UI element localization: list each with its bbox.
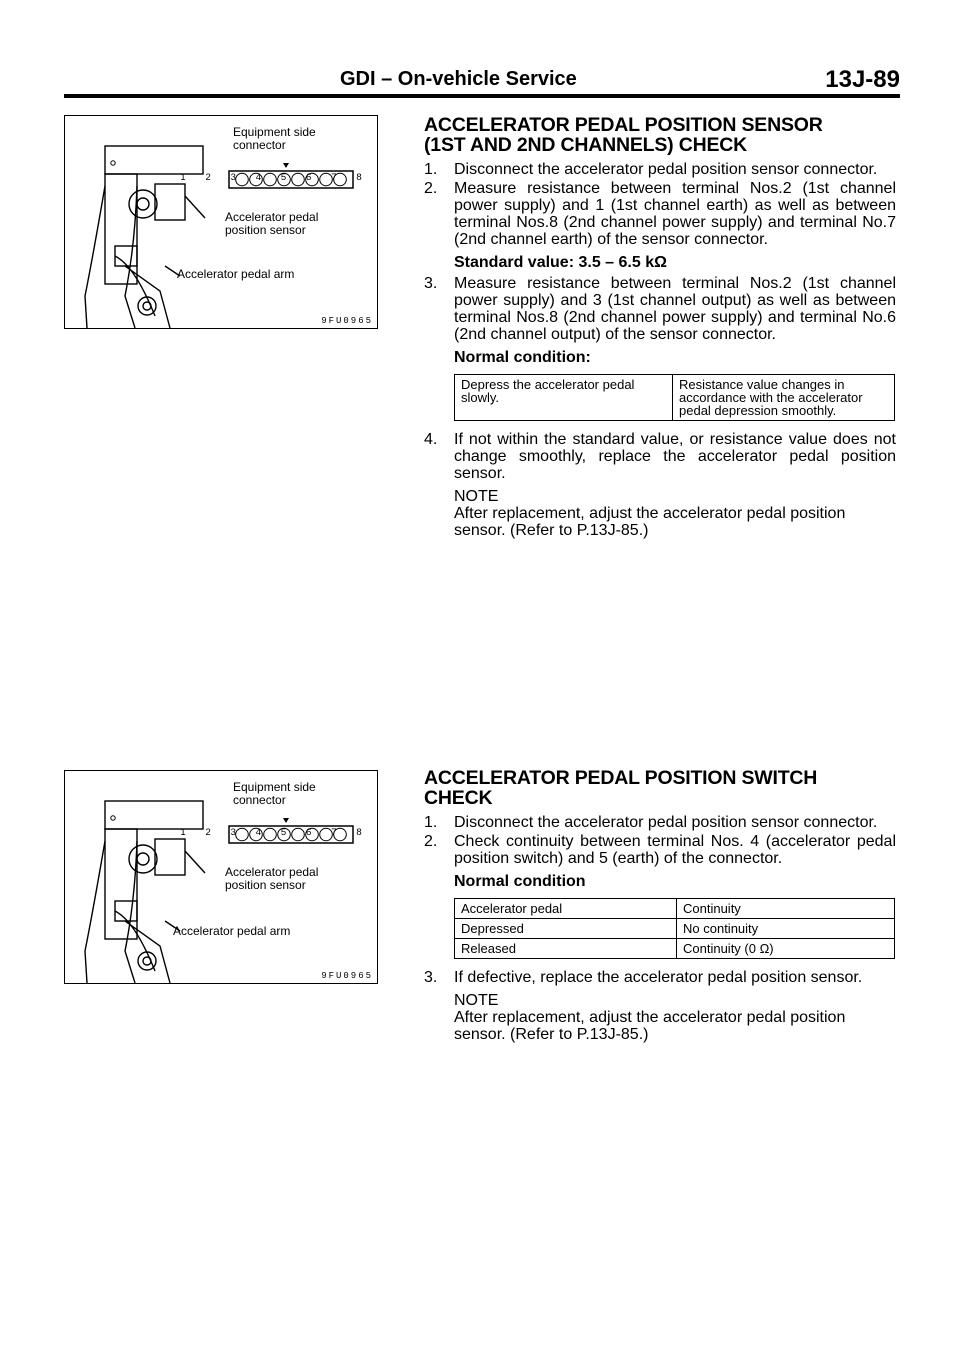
- header-title: GDI – On-vehicle Service: [340, 68, 577, 90]
- page-number: 13J-89: [825, 66, 900, 93]
- step-2: 2. Check continuity between terminal Nos. 4 (accelerator pedal position switch) and 5 (earth) of the connector.: [424, 833, 896, 867]
- connector-label: connector: [233, 793, 286, 807]
- pin-number: 6: [306, 827, 312, 838]
- pin-number: 4: [255, 827, 262, 838]
- step-text: Disconnect the accelerator pedal position sensor connector.: [454, 814, 878, 831]
- step-text: If not within the standard value, or resistance value does not change smoothly, replace the accelerator pedal position sensor.: [454, 431, 896, 482]
- switch-condition-table: [454, 898, 895, 959]
- section-title-line2: CHECK: [424, 787, 493, 809]
- note-label: NOTE: [454, 992, 499, 1009]
- equipment-side-label: Equipment side: [233, 780, 316, 794]
- sensor-label-line2: position sensor: [225, 878, 306, 892]
- pedal-sensor-illustration: [65, 116, 377, 328]
- step-2: 2. Measure resistance between terminal Nos.2 (1st channel power supply) and 1 (1st channel earth) as well as between terminal Nos.8 (2nd channel power supply) and terminal No.7 (2nd channel earth) of the sensor connector.: [424, 180, 896, 248]
- pin-number: 8: [356, 172, 362, 183]
- section-title-line1: ACCELERATOR PEDAL POSITION SENSOR: [424, 114, 823, 136]
- normal-condition-label: Normal condition: [454, 873, 586, 890]
- section-title-line2: (1ST AND 2ND CHANNELS) CHECK: [424, 134, 748, 156]
- table-cell: Resistance value changes in accordance with the accelerator pedal depression smoothly.: [673, 375, 895, 421]
- pin-numbers: [176, 826, 366, 839]
- pin-number: 8: [356, 827, 362, 838]
- sensor-condition-table: [454, 374, 895, 421]
- note-label: NOTE: [454, 488, 499, 505]
- table-row: [455, 899, 895, 919]
- note-text: After replacement, adjust the accelerator pedal position sensor. (Refer to P.13J-85.): [454, 505, 846, 539]
- step-3: 3. If defective, replace the accelerator pedal position sensor.: [424, 969, 863, 986]
- step-text: Disconnect the accelerator pedal position sensor connector.: [454, 161, 878, 178]
- pin-number: 4: [255, 172, 262, 183]
- pin-number: 5: [280, 827, 287, 838]
- step-text: Measure resistance between terminal Nos.2 (1st channel power supply) and 1 (1st channel earth) as well as between terminal Nos.8 (2nd channel power supply) and terminal No.7 (2nd channel earth) of the sensor connector.: [454, 180, 896, 248]
- pin-number: 6: [306, 172, 312, 183]
- step-4: 4. If not within the standard value, or resistance value does not change smoothly, replace the accelerator pedal position sensor.: [424, 431, 896, 482]
- equipment-side-label: Equipment side: [233, 125, 316, 139]
- normal-condition-label: Normal condition:: [454, 349, 591, 366]
- table-cell: No continuity: [677, 919, 895, 939]
- pedal-switch-illustration: [65, 771, 377, 983]
- standard-value: Standard value: 3.5 – 6.5 kΩ: [454, 254, 667, 271]
- section-title: [424, 768, 896, 808]
- sensor-label-line2: position sensor: [225, 223, 306, 237]
- table-header-cell: Accelerator pedal: [455, 899, 677, 919]
- table-row: [455, 939, 895, 959]
- sensor-label-line1: Accelerator pedal: [225, 865, 319, 879]
- arm-label: Accelerator pedal arm: [173, 924, 291, 938]
- pin-number: 3: [230, 172, 236, 183]
- pin-numbers: [176, 171, 366, 184]
- table-row: [455, 919, 895, 939]
- table-cell: Depressed: [455, 919, 677, 939]
- pin-number: 2: [205, 827, 211, 838]
- pin-number: 7: [331, 172, 337, 183]
- switch-figure: [64, 770, 378, 984]
- pin-number: 1: [180, 827, 186, 838]
- section-title: [424, 115, 896, 155]
- pin-number: 5: [280, 172, 287, 183]
- note-text: After replacement, adjust the accelerator pedal position sensor. (Refer to P.13J-85.): [454, 1009, 846, 1043]
- step-3: 3. Measure resistance between terminal Nos.2 (1st channel power supply) and 3 (1st channel output) as well as between terminal Nos.8 (2nd channel power supply) and terminal No.6 (2nd channel output) of the sensor connector.: [424, 275, 896, 343]
- table-header-cell: Continuity: [677, 899, 895, 919]
- page-header: [64, 64, 900, 98]
- figure-code: 9FU0965: [321, 316, 373, 326]
- figure-code: 9FU0965: [321, 971, 373, 981]
- sensor-check-section: [424, 115, 896, 543]
- table-cell: Continuity (0 Ω): [677, 939, 895, 959]
- sensor-figure: [64, 115, 378, 329]
- pin-number: 7: [331, 827, 337, 838]
- switch-check-section: [424, 768, 896, 1047]
- sensor-label-line1: Accelerator pedal: [225, 210, 319, 224]
- step-text: If defective, replace the accelerator pedal position sensor.: [454, 969, 863, 986]
- section-title-line1: ACCELERATOR PEDAL POSITION SWITCH: [424, 767, 818, 789]
- table-cell: Depress the accelerator pedal slowly.: [455, 375, 673, 421]
- pin-number: 3: [230, 827, 236, 838]
- step-text: Measure resistance between terminal Nos.2 (1st channel power supply) and 3 (1st channel output) as well as between terminal Nos.8 (2nd channel power supply) and terminal No.6 (2nd channel output) of the sensor connector.: [454, 275, 896, 343]
- pin-number: 2: [205, 172, 211, 183]
- step-1: 1. Disconnect the accelerator pedal position sensor connector.: [424, 161, 878, 178]
- step-text: Check continuity between terminal Nos. 4 (accelerator pedal position switch) and 5 (earth) of the connector.: [454, 833, 896, 867]
- table-row: [455, 375, 895, 421]
- connector-label: connector: [233, 138, 286, 152]
- arm-label: Accelerator pedal arm: [177, 267, 295, 281]
- step-1: 1. Disconnect the accelerator pedal position sensor connector.: [424, 814, 878, 831]
- table-cell: Released: [455, 939, 677, 959]
- pin-number: 1: [180, 172, 186, 183]
